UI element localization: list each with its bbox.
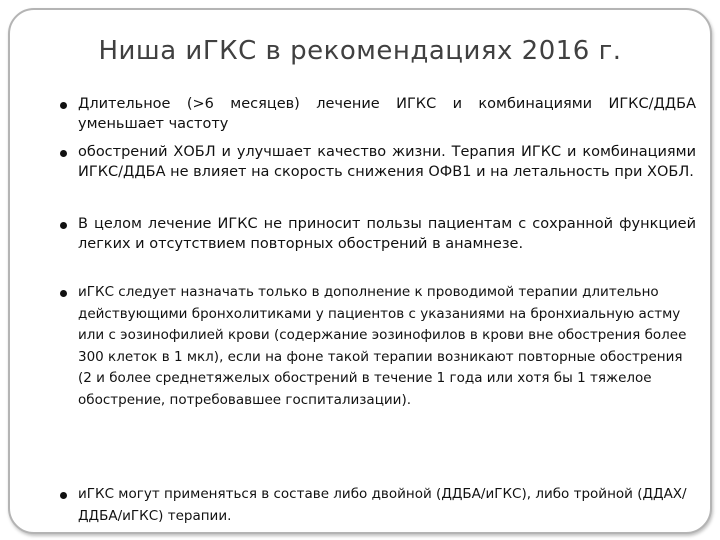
bullet-item-1 [60, 94, 696, 134]
bullet-dot-icon [60, 150, 67, 157]
slide-frame [8, 8, 712, 534]
bullet-dot-icon [60, 102, 67, 109]
bullet-text: иГКС могут применяться в составе либо двойной (ДДБА/иГКС), либо тройной (ДДАХ/ДДБА/иГКС) терапии. [78, 486, 687, 524]
bullet-item-2 [60, 142, 696, 182]
bullet-item-3 [60, 214, 696, 254]
bullet-text: В целом лечение ИГКС не приносит пользы пациентам с сохранной функцией легких и отсутствием повторных обострений в анамнезе. [78, 216, 696, 252]
bullet-text: иГКС следует назначать только в дополнение к проводимой терапии длительно действующими бронхолитиками у пациентов с указаниями на бронхиальную астму или с эозинофилией крови (содержание эозинофилов в крови вне обострения более 300 клеток в 1 мкл), если на фоне такой терапии возникают повторные обострения (2 и более среднетяжелых обострений в течение 1 года или хотя бы 1 тяжелое обострение, потребовавшее госпитализации). [78, 284, 687, 408]
bullet-dot-icon [60, 222, 67, 229]
bullet-item-5 [60, 484, 700, 527]
bullet-text: Длительное (>6 месяцев) лечение ИГКС и комбинациями ИГКС/ДДБА уменьшает частоту [78, 96, 696, 132]
bullet-text: обострений ХОБЛ и улучшает качество жизни. Терапия ИГКС и комбинациями ИГКС/ДДБА не влияет на скорость снижения ОФВ1 и на летальность при ХОБЛ. [78, 144, 696, 180]
bullet-item-4 [60, 282, 700, 412]
bullet-dot-icon [60, 492, 67, 499]
slide-title: Ниша иГКС в рекомендациях 2016 г. [98, 36, 622, 66]
bullet-dot-icon [60, 290, 67, 297]
